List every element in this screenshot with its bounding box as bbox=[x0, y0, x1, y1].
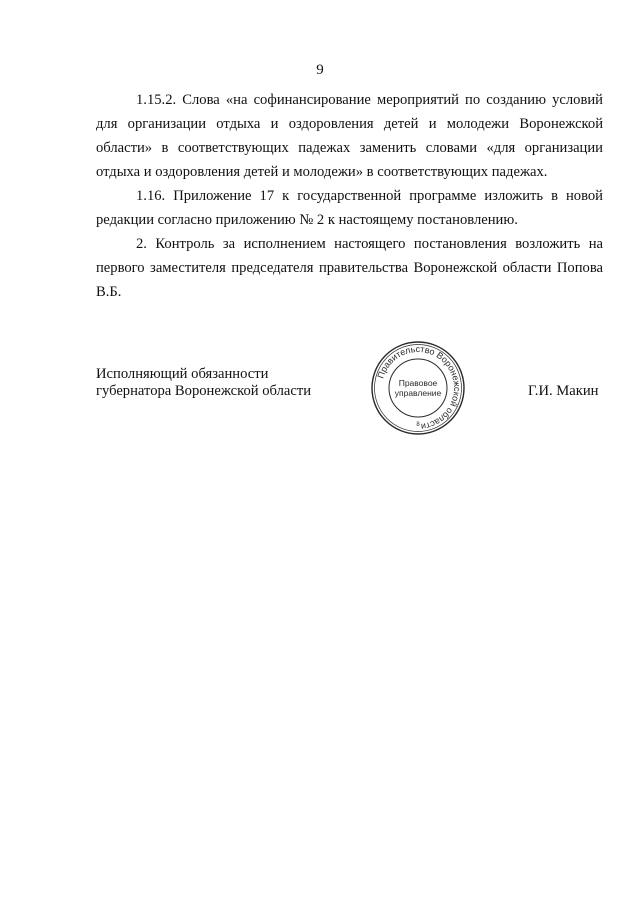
signatory-position-line-2: губернатора Воронежской области bbox=[96, 383, 312, 399]
signatory-position-line-1: Исполняющий обязанности bbox=[96, 366, 269, 382]
paragraph-2: 2. Контроль за исполнением настоящего постановления возложить на первого заместителя председателя правительства Воронежской области Попова В.Б. bbox=[96, 236, 603, 300]
official-stamp bbox=[368, 338, 468, 438]
stamp-center-line-2: управление bbox=[394, 388, 442, 398]
paragraph-1-15-2: 1.15.2. Слова «на софинансирование мероприятий по созданию условий для организации отдыха и оздоровления детей и молодежи Воронежской области» в соответствующих падежах заменить словами «для организации отдыха и оздоровления детей и молодежи» в соответствующих падежах. bbox=[96, 92, 603, 180]
paragraph-1-16: 1.16. Приложение 17 к государственной программе изложить в новой редакции согласно приложению № 2 к настоящему постановлению. bbox=[96, 188, 603, 228]
stamp-center-line-1: Правовое bbox=[398, 378, 438, 388]
signatory-position bbox=[96, 366, 311, 400]
stamp-ring-text: Правительство Воронежской области bbox=[375, 343, 463, 432]
signatory-name: Г.И. Макин bbox=[528, 383, 599, 399]
stamp-number: 8 bbox=[416, 422, 420, 428]
page-number: 9 bbox=[316, 62, 324, 78]
